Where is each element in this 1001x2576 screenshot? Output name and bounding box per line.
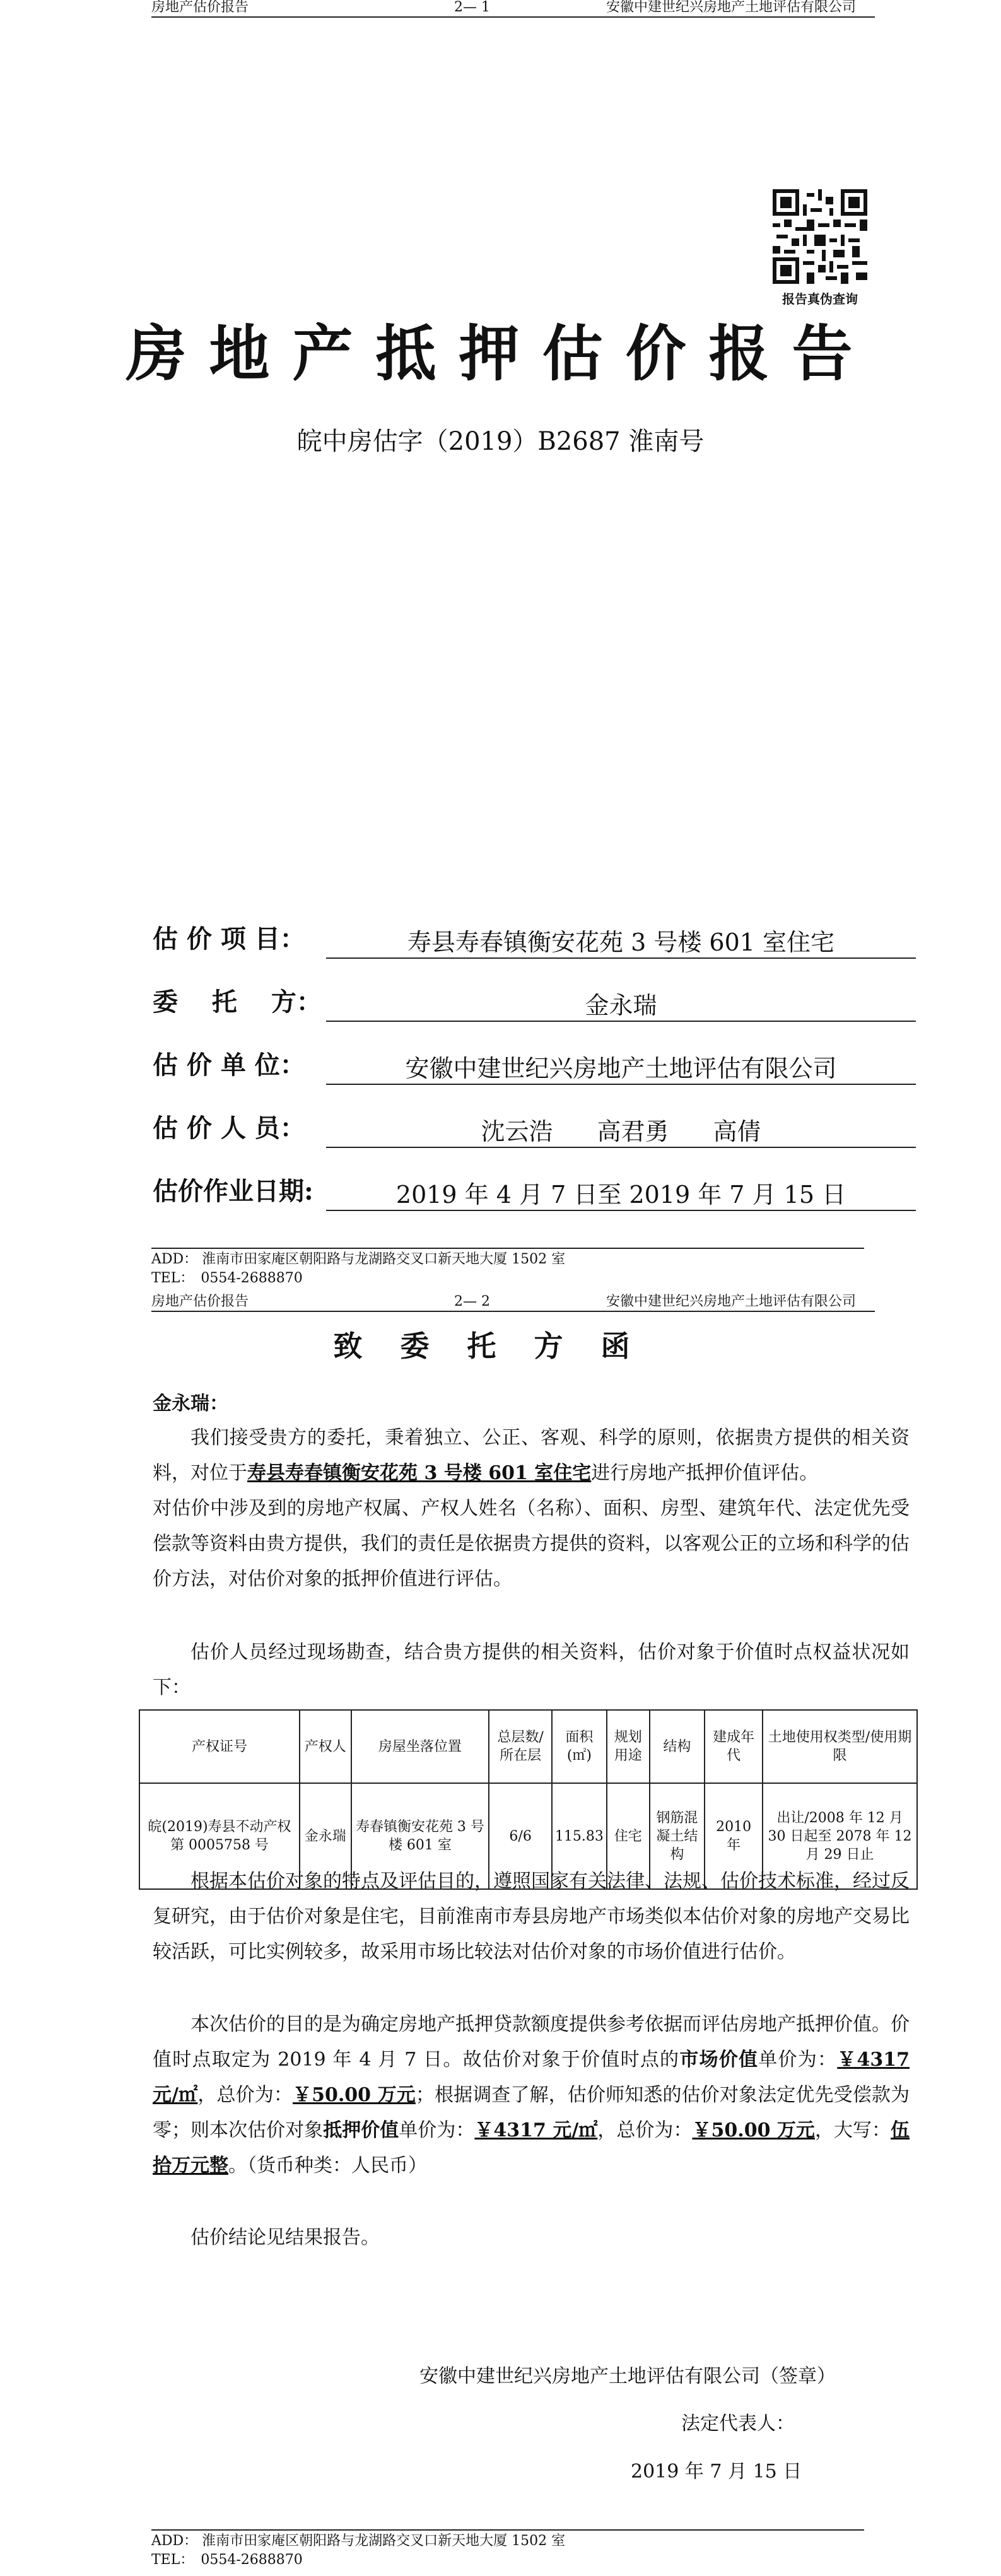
info-value: 寿县寿春镇衡安花苑 3 号楼 601 室住宅 (326, 927, 916, 959)
table-header-cell: 面积(㎡) (552, 1710, 607, 1783)
page-header (151, 0, 875, 18)
appraiser-name: 高君勇 (597, 1118, 669, 1145)
table-header-cell: 建成年代 (705, 1710, 763, 1783)
table-cell: 金永瑞 (300, 1783, 351, 1889)
info-value: 2019 年 4 月 7 日至 2019 年 7 月 15 日 (326, 1180, 916, 1211)
footer-tel: TEL： 0554-2688870 (151, 1270, 303, 1286)
page-number: 2— 2 (454, 1294, 490, 1309)
document-number: 皖中房估字（2019）B2687 淮南号 (296, 427, 705, 456)
info-row-unit (153, 1047, 916, 1085)
table-cell: 6/6 (489, 1783, 552, 1889)
table-header-cell: 规划用途 (607, 1710, 650, 1783)
table-cell: 皖(2019)寿县不动产权第 0005758 号 (139, 1783, 300, 1889)
letter-title: 致委托方函 (333, 1329, 668, 1363)
letter-date: 2019 年 7 月 15 日 (631, 2461, 802, 2483)
table-cell: 115.83 (552, 1783, 607, 1889)
table-header-cell: 土地使用权类型/使用期限 (763, 1710, 917, 1783)
table-header-cell: 结构 (650, 1710, 705, 1783)
info-label: 估价作业日期: (153, 1176, 313, 1206)
info-value: 金永瑞 (326, 990, 916, 1022)
paragraph-3: 估价人员经过现场勘查，结合贵方提供的相关资料，估价对象于价值时点权益状况如下： (153, 1641, 910, 1699)
info-row-dates (153, 1173, 916, 1211)
appraiser-name: 沈云浩 (481, 1118, 553, 1145)
header-right: 安徽中建世纪兴房地产土地评估有限公司 (606, 1294, 856, 1309)
salutation: 金永瑞： (153, 1393, 228, 1415)
info-row-appraisers (153, 1110, 916, 1148)
text: 进行房地产抵押价值评估。 (591, 1462, 819, 1484)
paragraph-2: 对估价中涉及到的房地产权属、产权人姓名（名称）、面积、房型、建筑年代、法定优先受偿款等资料由贵方提供，我们的责任是依据贵方提供的资料，以客观公正的立场和科学的估价方法，对估价对象的抵押价值进行评估。 (153, 1497, 910, 1590)
page-footer (151, 1248, 864, 1288)
qr-block[interactable] (770, 189, 870, 307)
appraiser-name: 高倩 (713, 1118, 761, 1145)
page-number: 2— 1 (454, 0, 490, 15)
market-unit-price: ￥4317 元/㎡ (153, 2049, 910, 2106)
table-cell: 寿春镇衡安花苑 3 号楼 601 室 (351, 1783, 489, 1889)
mortgage-total-price: ￥50.00 万元 (692, 2119, 815, 2141)
table-cell: 出让/2008 年 12 月 30 日起至 2078 年 12 月 29 日止 (763, 1783, 917, 1889)
company-signature: 安徽中建世纪兴房地产土地评估有限公司（签章） (419, 2365, 836, 2387)
market-value-label: 市场价值 (679, 2049, 759, 2071)
market-total-price: ￥50.00 万元 (292, 2084, 416, 2106)
property-address: 寿县寿春镇衡安花苑 3 号楼 601 室住宅 (247, 1462, 592, 1484)
paragraph-5 (153, 2007, 910, 2184)
text: 我们接受贵方的委托，秉着独立、公正、客观、科学的原则，依据贵方提供的相关资料，对位于 (153, 1427, 910, 1484)
text: ，总价为： (197, 2084, 293, 2106)
text: 单价为： (399, 2119, 475, 2141)
text: 单价为： (758, 2049, 838, 2071)
footer-address: ADD： 淮南市田家庵区朝阳路与龙湖路交叉口新天地大厦 1502 室 (151, 1251, 566, 1267)
appraiser-names (326, 1116, 916, 1148)
amount-in-words: 伍拾万元整 (153, 2119, 910, 2177)
header-left: 房地产估价报告 (151, 1294, 249, 1309)
property-table (139, 1709, 918, 1890)
text: ，总价为： (597, 2119, 693, 2141)
table-header-cell: 总层数/所在层 (489, 1710, 552, 1783)
table-cell: 住宅 (607, 1783, 650, 1889)
info-label: 估 价 项 目： (153, 924, 305, 954)
page-header (151, 1294, 875, 1312)
paragraph-4: 根据本估价对象的特点及评估目的，遵照国家有关法律、法规、估价技术标准，经过反复研究，由于估价对象是住宅，目前淮南市寿县房地产市场类似本估价对象的房地产交易比较活跃，可比实例较多，故采用市场比较法对估价对象的市场价值进行估价。 (153, 1870, 910, 1963)
text: ；根据调查了解，估价师知悉的估价对象法定优先受偿款为零；则本次估价对象 (153, 2084, 910, 2141)
paragraph-6: 估价结论见结果报告。 (190, 2227, 380, 2249)
info-row-client (153, 984, 916, 1022)
text: ，大写： (814, 2119, 891, 2141)
table-cell: 2010 年 (705, 1783, 763, 1889)
info-value: 安徽中建世纪兴房地产土地评估有限公司 (326, 1053, 916, 1085)
header-left: 房地产估价报告 (151, 0, 249, 15)
paragraph-1 (153, 1420, 910, 1491)
table-cell: 钢筋混凝土结构 (650, 1783, 705, 1889)
qr-caption: 报告真伪查询 (782, 291, 858, 307)
mortgage-value-label: 抵押价值 (323, 2119, 399, 2141)
header-right: 安徽中建世纪兴房地产土地评估有限公司 (606, 0, 856, 15)
qr-code-icon[interactable] (773, 189, 867, 284)
info-label: 委 托 方： (153, 987, 322, 1017)
text: 。（货币种类：人民币） (228, 2155, 427, 2177)
table-header-cell: 房屋坐落位置 (351, 1710, 489, 1783)
table-header-cell: 产权人 (300, 1710, 351, 1783)
table-header-row (139, 1710, 917, 1783)
footer-tel: TEL： 0554-2688870 (151, 2552, 303, 2568)
table-header-cell: 产权证号 (139, 1710, 300, 1783)
info-row-project (153, 921, 916, 959)
footer-address: ADD： 淮南市田家庵区朝阳路与龙湖路交叉口新天地大厦 1502 室 (151, 2533, 566, 2549)
mortgage-unit-price: ￥4317 元/㎡ (474, 2119, 598, 2141)
page-footer (151, 2529, 864, 2570)
info-label: 估 价 人 员： (153, 1113, 305, 1143)
info-label: 估 价 单 位： (153, 1050, 305, 1080)
legal-representative: 法定代表人： (681, 2413, 795, 2435)
text: 本次估价的目的是为确定房地产抵押贷款额度提供参考依据而评估房地产抵押价值。价值时点取定为 2019 年 4 月 7 日。故估价对象于价值时点的 (153, 2013, 910, 2071)
report-title: 房地产抵押估价报告 (126, 318, 875, 389)
